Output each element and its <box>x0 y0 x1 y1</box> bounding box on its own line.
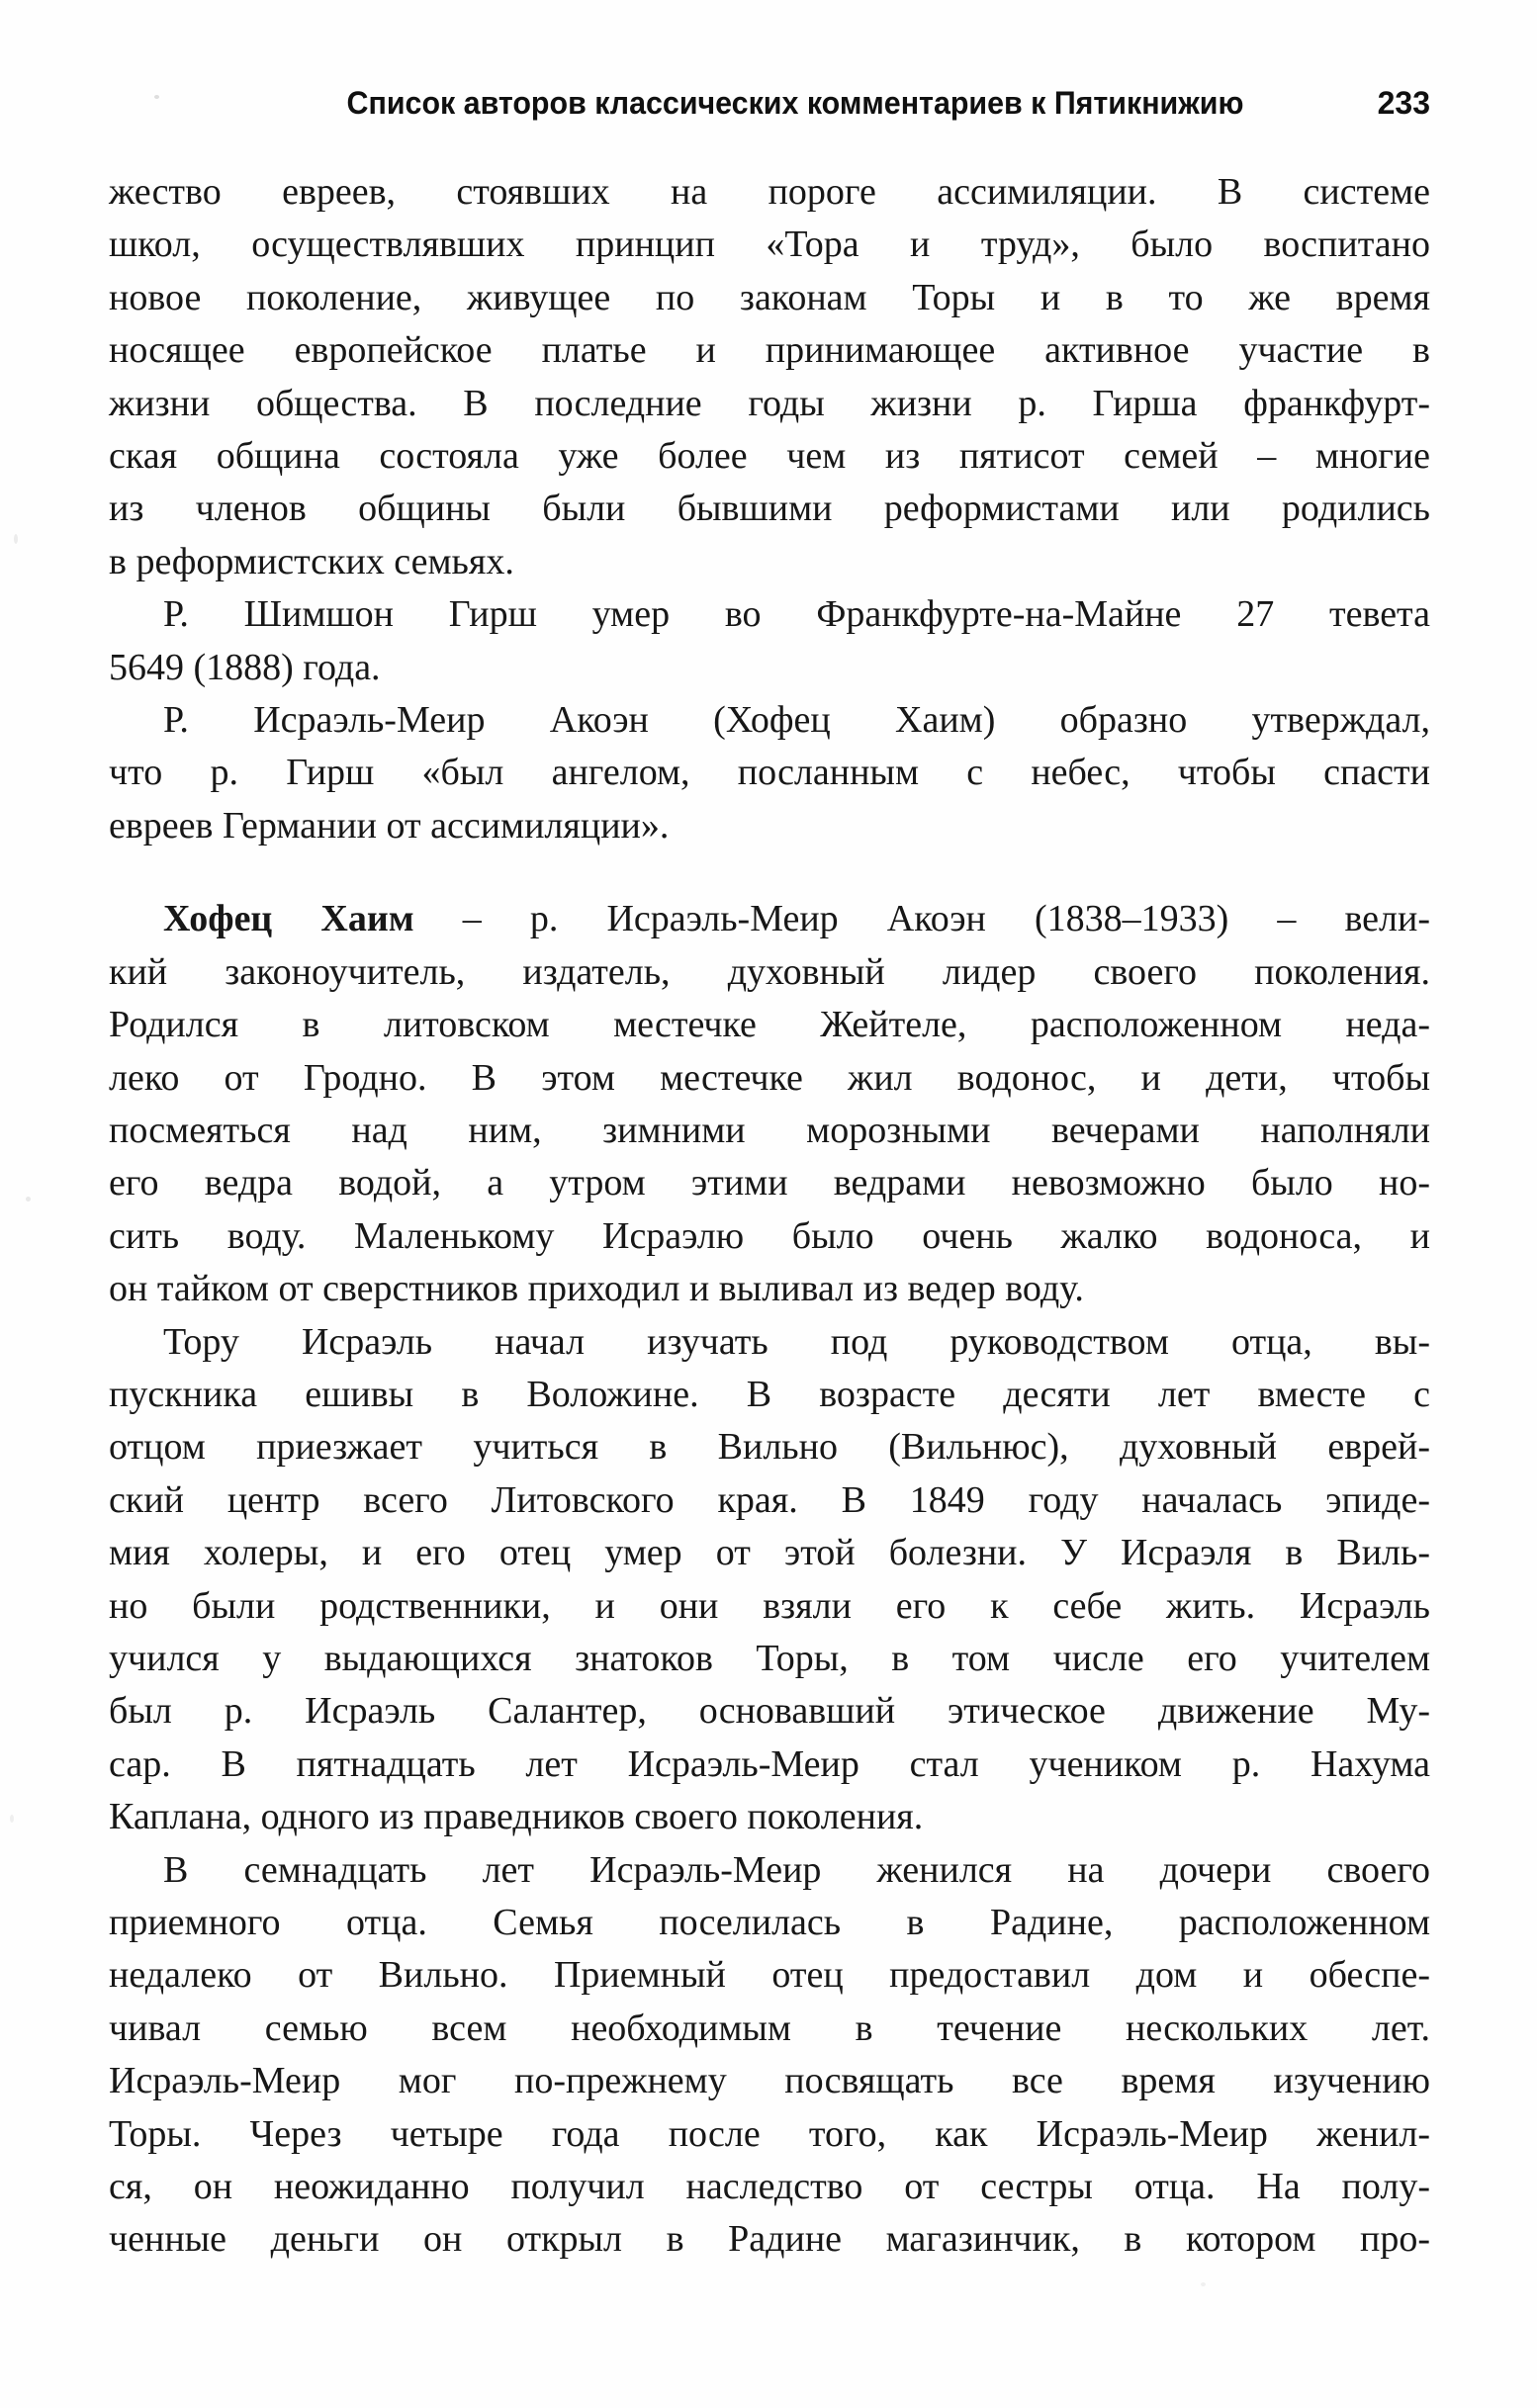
body-text <box>109 166 1430 2267</box>
text-line: но были родственники, и они взяли его к себе жить. Исраэль <box>109 1584 1430 1627</box>
text-line: Р. Исраэль-Меир Акоэн (Хофец Хаим) образно утверждал, <box>163 699 1430 742</box>
text-line <box>109 893 1430 945</box>
text-line: чивал семью всем необходимым в течение нескольких лет. <box>109 2007 1430 2049</box>
text-line: приемного отца. Семья поселилась в Радине, расположенном <box>109 1902 1430 1943</box>
text-line: Р. Шимшон Гирш умер во Франкфурте-на-Майне 27 тевета <box>163 593 1430 636</box>
text-line: жество евреев, стоявших на пороге ассимиляции. В системе <box>109 171 1430 213</box>
text-line: что р. Гирш «был ангелом, посланным с небес, чтобы спасти <box>109 752 1430 794</box>
scan-speck <box>10 1815 14 1823</box>
text-line: ская община состояла уже более чем из пятисот семей – многие <box>109 435 1430 478</box>
text-line: новое поколение, живущее по законам Торы и в то же время <box>109 276 1430 318</box>
page-number: 233 <box>1377 85 1430 121</box>
text-line: носящее европейское платье и принимающее активное участие в <box>109 329 1430 372</box>
text-line: учился у выдающихся знатоков Торы, в том числе его учителем <box>109 1637 1430 1679</box>
running-header <box>109 85 1430 127</box>
text-line: Исраэль-Меир мог по-прежнему посвящать все время изучению <box>109 2060 1430 2102</box>
text-line: в реформистских семьях. <box>109 540 514 582</box>
text-line: 5649 (1888) года. <box>109 646 381 688</box>
scan-speck <box>14 534 18 544</box>
text-line-rest: – р. Исраэль-Меир Акоэн (1838–1933) – вели- <box>413 898 1431 940</box>
text-line: Каплана, одного из праведников своего поколения. <box>109 1796 924 1838</box>
text-line: сар. В пятнадцать лет Исраэль-Меир стал учеником р. Нахума <box>109 1742 1430 1785</box>
text-line: Торы. Через четыре года после того, как Исраэль-Меир женил- <box>109 2112 1430 2155</box>
text-line: пускника ешивы в Воложине. В возрасте десяти лет вместе с <box>109 1373 1430 1415</box>
text-line: отцом приезжает учиться в Вильно (Вильнюс), духовный еврей- <box>109 1426 1430 1469</box>
text-line: его ведра водой, а утром этими ведрами невозможно было но- <box>109 1162 1430 1204</box>
text-line: был р. Исраэль Салантер, основавший этическое движение Му- <box>109 1690 1430 1733</box>
text-line: кий законоучитель, издатель, духовный лидер своего поколения. <box>109 950 1430 993</box>
text-line: ченные деньги он открыл в Радине магазинчик, в котором про- <box>109 2218 1430 2261</box>
text-line: сить воду. Маленькому Исраэлю было очень жалко водоноса, и <box>109 1214 1430 1257</box>
header-title: Список авторов классических комментариев к Пятикнижию <box>346 85 1244 121</box>
scan-speck <box>1201 2282 1206 2286</box>
text-line: недалеко от Вильно. Приемный отец предоставил дом и обеспе- <box>109 1954 1430 1997</box>
text-line: жизни общества. В последние годы жизни р. Гирша франкфурт- <box>109 382 1430 424</box>
text-line: ся, он неожиданно получил наследство от сестры отца. На полу- <box>109 2166 1430 2208</box>
scan-speck <box>26 1197 31 1202</box>
text-line: ский центр всего Литовского края. В 1849 году началась эпиде- <box>109 1478 1430 1521</box>
text-line: он тайком от сверстников приходил и выливал из ведер воду. <box>109 1268 1084 1310</box>
scan-speck <box>154 95 159 99</box>
bold-lead: Хофец Хаим <box>163 898 414 940</box>
text-line: школ, осуществлявших принцип «Тора и труд», было воспитано <box>109 223 1430 266</box>
text-line: Тору Исраэль начал изучать под руководством отца, вы- <box>163 1320 1430 1363</box>
text-line: мия холеры, и его отец умер от этой болезни. У Исраэля в Виль- <box>109 1532 1430 1574</box>
text-line: леко от Гродно. В этом местечке жил водонос, и дети, чтобы <box>109 1056 1430 1099</box>
text-line: Родился в литовском местечке Жейтеле, расположенном неда- <box>109 1004 1430 1046</box>
text-line: В семнадцать лет Исраэль-Меир женился на дочери своего <box>163 1848 1430 1891</box>
text-line: посмеяться над ним, зимними морозными вечерами наполняли <box>109 1109 1430 1151</box>
text-line: из членов общины были бывшими реформистами или родились <box>109 488 1430 530</box>
text-line: евреев Германии от ассимиляции». <box>109 804 670 847</box>
